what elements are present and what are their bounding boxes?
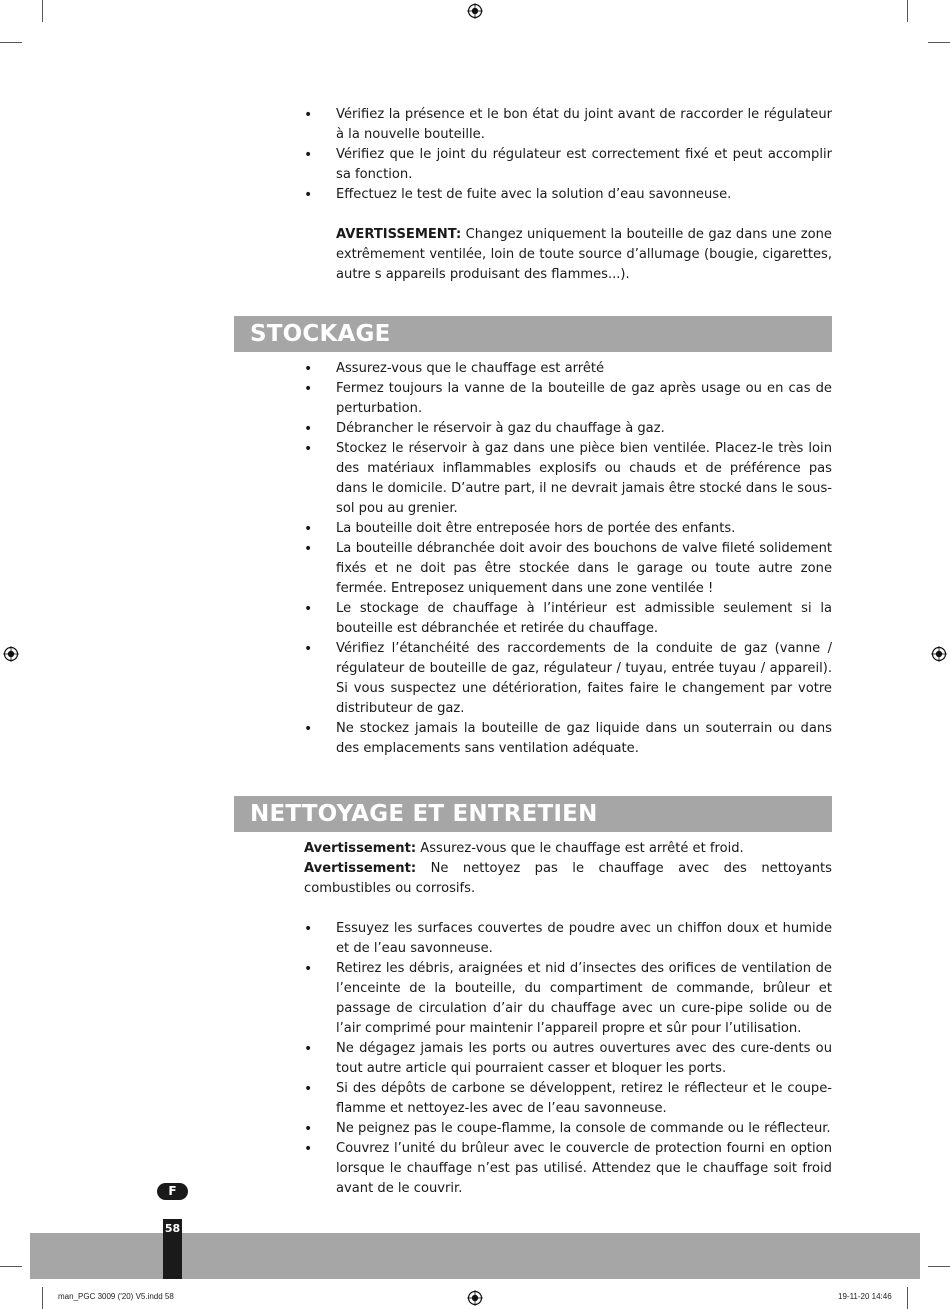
- list-item: • La bouteille débranchée doit avoir des bouchons de valve fileté solidement fixés et ne doit pas être stockée dans le garage ou toute autre zone fermée. Entreposez uniquement dans une zone ventilée !: [304, 539, 832, 599]
- section-header-nettoyage: NETTOYAGE ET ENTRETIEN: [234, 796, 832, 832]
- registration-mark-icon: [467, 3, 483, 19]
- registration-mark-icon: [931, 646, 947, 662]
- crop-mark: [0, 42, 22, 43]
- warning-line: [304, 859, 832, 899]
- registration-mark-icon: [467, 1290, 483, 1306]
- list-item: • Ne dégagez jamais les ports ou autres ouvertures avec des cure-dents ou tout autre article qui pourraient casser et bloquer les ports.: [304, 1039, 832, 1079]
- language-badge: F: [157, 1183, 188, 1200]
- crop-mark: [907, 1287, 908, 1309]
- list-item: • Vérifiez que le joint du régulateur est correctement fixé et peut accomplir sa fonction.: [304, 145, 832, 185]
- registration-mark-icon: [3, 646, 19, 662]
- crop-mark: [928, 1266, 950, 1267]
- nettoyage-section: [304, 839, 832, 1199]
- list-item: • Ne stockez jamais la bouteille de gaz liquide dans un souterrain ou dans des emplacements sans ventilation adéquate.: [304, 719, 832, 759]
- warning-label: Avertissement:: [304, 861, 417, 876]
- page-number: 58: [163, 1219, 182, 1279]
- warning-label: Avertissement:: [304, 841, 417, 856]
- list-item: • Retirez les débris, araignées et nid d’insectes des orifices de ventilation de l’enceinte de la bouteille, du compartiment de commande, brûleur et passage de circulation d’air du chauffage avec un cure-pipe solide ou de l’air comprimé pour maintenir l’appareil propre et sûr pour l’utilisation.: [304, 959, 832, 1039]
- print-timestamp: 19-11-20 14:46: [838, 1292, 892, 1301]
- crop-mark: [928, 42, 950, 43]
- list-item: • Débrancher le réservoir à gaz du chauffage à gaz.: [304, 419, 832, 439]
- list-item: • Stockez le réservoir à gaz dans une pièce bien ventilée. Placez-le très loin des matériaux inflammables explosifs ou chauds et de préférence pas dans le domicile. D’autre part, il ne devrait jamais être stocké dans le sous-sol pou au grenier.: [304, 439, 832, 519]
- section-header-stockage: STOCKAGE: [234, 316, 832, 352]
- crop-mark: [907, 0, 908, 22]
- crop-mark: [0, 1266, 22, 1267]
- bullet-list: [304, 919, 832, 1199]
- crop-mark: [42, 0, 43, 22]
- warning-line: [304, 839, 832, 859]
- warning-label: AVERTISSEMENT:: [336, 227, 462, 242]
- bullet-list: [304, 105, 832, 205]
- warning-text: Ne nettoyez pas le chauffage avec des nettoyants combustibles ou corrosifs.: [304, 861, 832, 896]
- stockage-section: [304, 359, 832, 759]
- bullet-list: [304, 359, 832, 759]
- list-item: • Vérifiez l’étanchéité des raccordements de la conduite de gaz (vanne / régulateur de bouteille de gaz, régulateur / tuyau, entrée tuyau / appareil). Si vous suspectez une détérioration, faites faire le changement par votre distributeur de gaz.: [304, 639, 832, 719]
- list-item: • Le stockage de chauffage à l’intérieur est admissible seulement si la bouteille est débranchée et retirée du chauffage.: [304, 599, 832, 639]
- warning-text: Assurez-vous que le chauffage est arrêté et froid.: [416, 841, 744, 856]
- file-slug: man_PGC 3009 ('20) V5.indd 58: [58, 1292, 174, 1301]
- list-item: • Effectuez le test de fuite avec la solution d’eau savonneuse.: [304, 185, 832, 205]
- crop-mark: [42, 1287, 43, 1309]
- list-item: • Fermez toujours la vanne de la bouteille de gaz après usage ou en cas de perturbation.: [304, 379, 832, 419]
- warning-paragraph: [336, 225, 832, 285]
- list-item: • Couvrez l’unité du brûleur avec le couvercle de protection fourni en option lorsque le chauffage n’est pas utilisé. Attendez que le chauffage soit froid avant de le couvrir.: [304, 1139, 832, 1199]
- top-section: [304, 105, 832, 285]
- warning-text: Changez uniquement la bouteille de gaz dans une zone extrêmement ventilée, loin de toute source d’allumage (bougie, cigarettes, autre s appareils produisant des flammes...).: [336, 227, 832, 282]
- list-item: • Si des dépôts de carbone se développent, retirez le réflecteur et le coupe-flamme et nettoyez-les avec de l’eau savonneuse.: [304, 1079, 832, 1119]
- list-item: • Essuyez les surfaces couvertes de poudre avec un chiffon doux et humide et de l’eau savonneuse.: [304, 919, 832, 959]
- list-item: • La bouteille doit être entreposée hors de portée des enfants.: [304, 519, 832, 539]
- list-item: • Ne peignez pas le coupe-flamme, la console de commande ou le réflecteur.: [304, 1119, 832, 1139]
- list-item: • Vérifiez la présence et le bon état du joint avant de raccorder le régulateur à la nouvelle bouteille.: [304, 105, 832, 145]
- list-item: • Assurez-vous que le chauffage est arrêté: [304, 359, 832, 379]
